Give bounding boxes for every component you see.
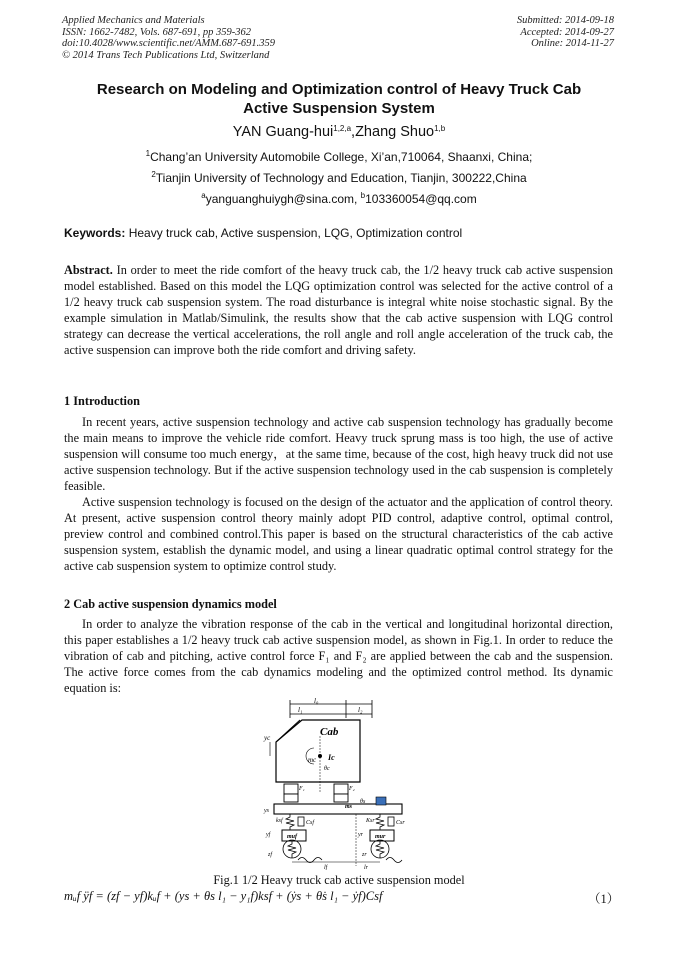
rear-road-profile [386, 858, 402, 863]
label-l2: l₂ [358, 706, 363, 714]
authors [60, 124, 618, 140]
section-2-para-1 [64, 616, 613, 696]
equation-1-number: （1） [588, 892, 620, 906]
label-ys: ys [264, 808, 269, 814]
abstract-label: Abstract. [64, 263, 113, 277]
label-zf: zf [268, 852, 273, 858]
author-sep: , [351, 124, 356, 140]
section-1-para-2 [64, 494, 613, 574]
submitted-date: Submitted: 2014-09-18 [516, 15, 614, 26]
section-2-heading: 2 Cab active suspension dynamics model [64, 597, 277, 611]
label-zr: zr [362, 852, 367, 858]
dates-header [517, 15, 614, 50]
keywords [64, 226, 462, 240]
title-line-2: Active Suspension System [243, 100, 435, 117]
affiliation-1-sup: 1 [145, 149, 151, 158]
label-f1: F₁ [299, 786, 305, 792]
label-mur: mur [375, 834, 386, 840]
label-l1: l₁ [298, 706, 303, 714]
figure-caption: Fig.1 1/2 Heavy truck cab active suspension model [213, 873, 465, 887]
label-l0: l₀ [314, 697, 319, 705]
doi: doi:10.4028/www.scientific.net/AMM.687-691.359 [62, 38, 275, 49]
suspension-model-figure [262, 696, 412, 870]
label-cab: Cab [320, 726, 339, 738]
frame-sprung-mass [274, 804, 402, 814]
label-lr: lr [364, 865, 369, 870]
author-1: YAN Guang-hui [232, 124, 334, 140]
label-lf: lf [324, 865, 328, 870]
label-yc: yc [264, 734, 271, 742]
author-1-sup: 1,2,a [333, 124, 352, 133]
email-a-sup: a [201, 191, 206, 200]
front-tire-spring [288, 841, 296, 858]
email-b-sup: b [360, 191, 366, 200]
label-ksf: ksf [276, 818, 283, 824]
abstract [64, 262, 613, 358]
front-spring [286, 814, 294, 830]
section-2-para-1-text: In order to analyze the vibration response of the cab in the vertical and longitudinal horizontal direction, this paper establishes a 1/2 heavy truck cab active suspension model, as shown in Fig.1. In order to reduce the vibration of cab and pitching, active control force F₁ and F₂ are applied between the cab and the suspension. The active force comes from the cab dynamics modeling and the optimized control method. Its dynamic equation is: [64, 617, 613, 695]
section-1-para-1 [64, 414, 613, 494]
section-1-heading: 1 Introduction [64, 394, 140, 408]
label-theta-c: θc [324, 766, 330, 772]
label-theta-s: θs [360, 799, 366, 805]
affiliation-2 [60, 171, 618, 185]
label-yr: yr [358, 832, 363, 838]
front-damper [298, 817, 304, 826]
affiliation-1 [60, 150, 618, 164]
cab-body [276, 720, 360, 782]
emails [60, 192, 618, 206]
affiliation-1-text: Chang’an University Automobile College, Xi’an,710064, Shaanxi, China; [150, 150, 533, 164]
journal-name: Applied Mechanics and Materials [62, 15, 205, 26]
author-2: Zhang Shuo [355, 124, 435, 140]
abstract-text: In order to meet the ride comfort of the heavy truck cab, the 1/2 heavy truck cab active suspension model established. Based on this model the LQG optimization control was selected for the active control of a 1/2 heavy truck cab suspension system. The road disturbance is integral white noise stochastic signal. By the example simulation in Matlab/Simulink, the results show that the cab active suspension with LQG control strategy can decrease the vertical accelerations, the roll angle and roll angle acceleration of the truck cab, the active suspension can improve both the ride comfort and driving safety. [64, 263, 614, 357]
label-ms: ms [345, 804, 353, 810]
label-ksr: Ksr [366, 818, 375, 824]
keywords-label: Keywords: [64, 226, 126, 240]
copyright: © 2014 Trans Tech Publications Ltd, Switzerland [62, 49, 270, 61]
affiliation-2-text: Tianjin University of Technology and Education, Tianjin, 300222,China [155, 171, 527, 185]
accepted-date: Accepted: 2014-09-27 [520, 26, 614, 38]
front-mount [284, 794, 298, 802]
label-csr: Csr [396, 820, 405, 826]
rear-mount [334, 794, 348, 802]
frame-cg-marker [376, 797, 386, 805]
author-2-sup: 1,b [434, 124, 446, 133]
front-actuator [284, 784, 298, 794]
affiliation-2-sup: 2 [151, 170, 156, 179]
label-mc: mc [308, 756, 317, 764]
label-f2: F₂ [349, 786, 355, 792]
rear-actuator [334, 784, 348, 794]
email-b[interactable]: 103360054@qq.com [365, 192, 477, 206]
email-a[interactable]: yanguanghuiygh@sina.com, [205, 192, 361, 206]
journal-header [62, 15, 275, 61]
equation-1: mᵤf ÿf = (zf − yf)kᵤf + (ys + θs l₁ − y₁f)ksf + (ẏs + θ̇s l₁ − ẏf)Csf [64, 889, 383, 903]
online-date: Online: 2014-11-27 [531, 38, 614, 49]
title-line-1: Research on Modeling and Optimization control of Heavy Truck Cab [96, 81, 582, 98]
label-csf: Csf [306, 820, 315, 826]
keywords-text: Heavy truck cab, Active suspension, LQG, Optimization control [128, 226, 463, 240]
rear-tire-spring [376, 841, 384, 858]
paper-title [60, 80, 618, 118]
label-ic: Ic [328, 753, 335, 762]
rear-spring [376, 814, 384, 830]
issn: ISSN: 1662-7482, Vols. 687-691, pp 359-362 [62, 26, 251, 38]
section-1-para-1-text: In recent years, active suspension technology and active cab suspension technology has gradually become the main means to improve the vehicle ride comfort. Heavy truck sprung mass is too high, the use of active suspension will consume too much energy，at the same time, because of the cost, high heavy truck did not use active suspension technology. But if the active suspension technology used in the cab suspension is completely feasible. [64, 415, 613, 493]
rear-damper [388, 817, 394, 826]
label-yf: yf [266, 832, 271, 838]
label-muf: muf [287, 834, 298, 840]
section-1-para-2-text: Active suspension technology is focused on the design of the actuator and the application of control theory. At present, active suspension control theory mainly adopt PID control, adaptive control, optimal control, preview control and combined control.This paper is based on the structural characteristics of the cab active suspension system, establish the dynamic model, and using a linear quadratic optimal control strategy for the active cab suspension system to optimize control study. [64, 495, 613, 573]
